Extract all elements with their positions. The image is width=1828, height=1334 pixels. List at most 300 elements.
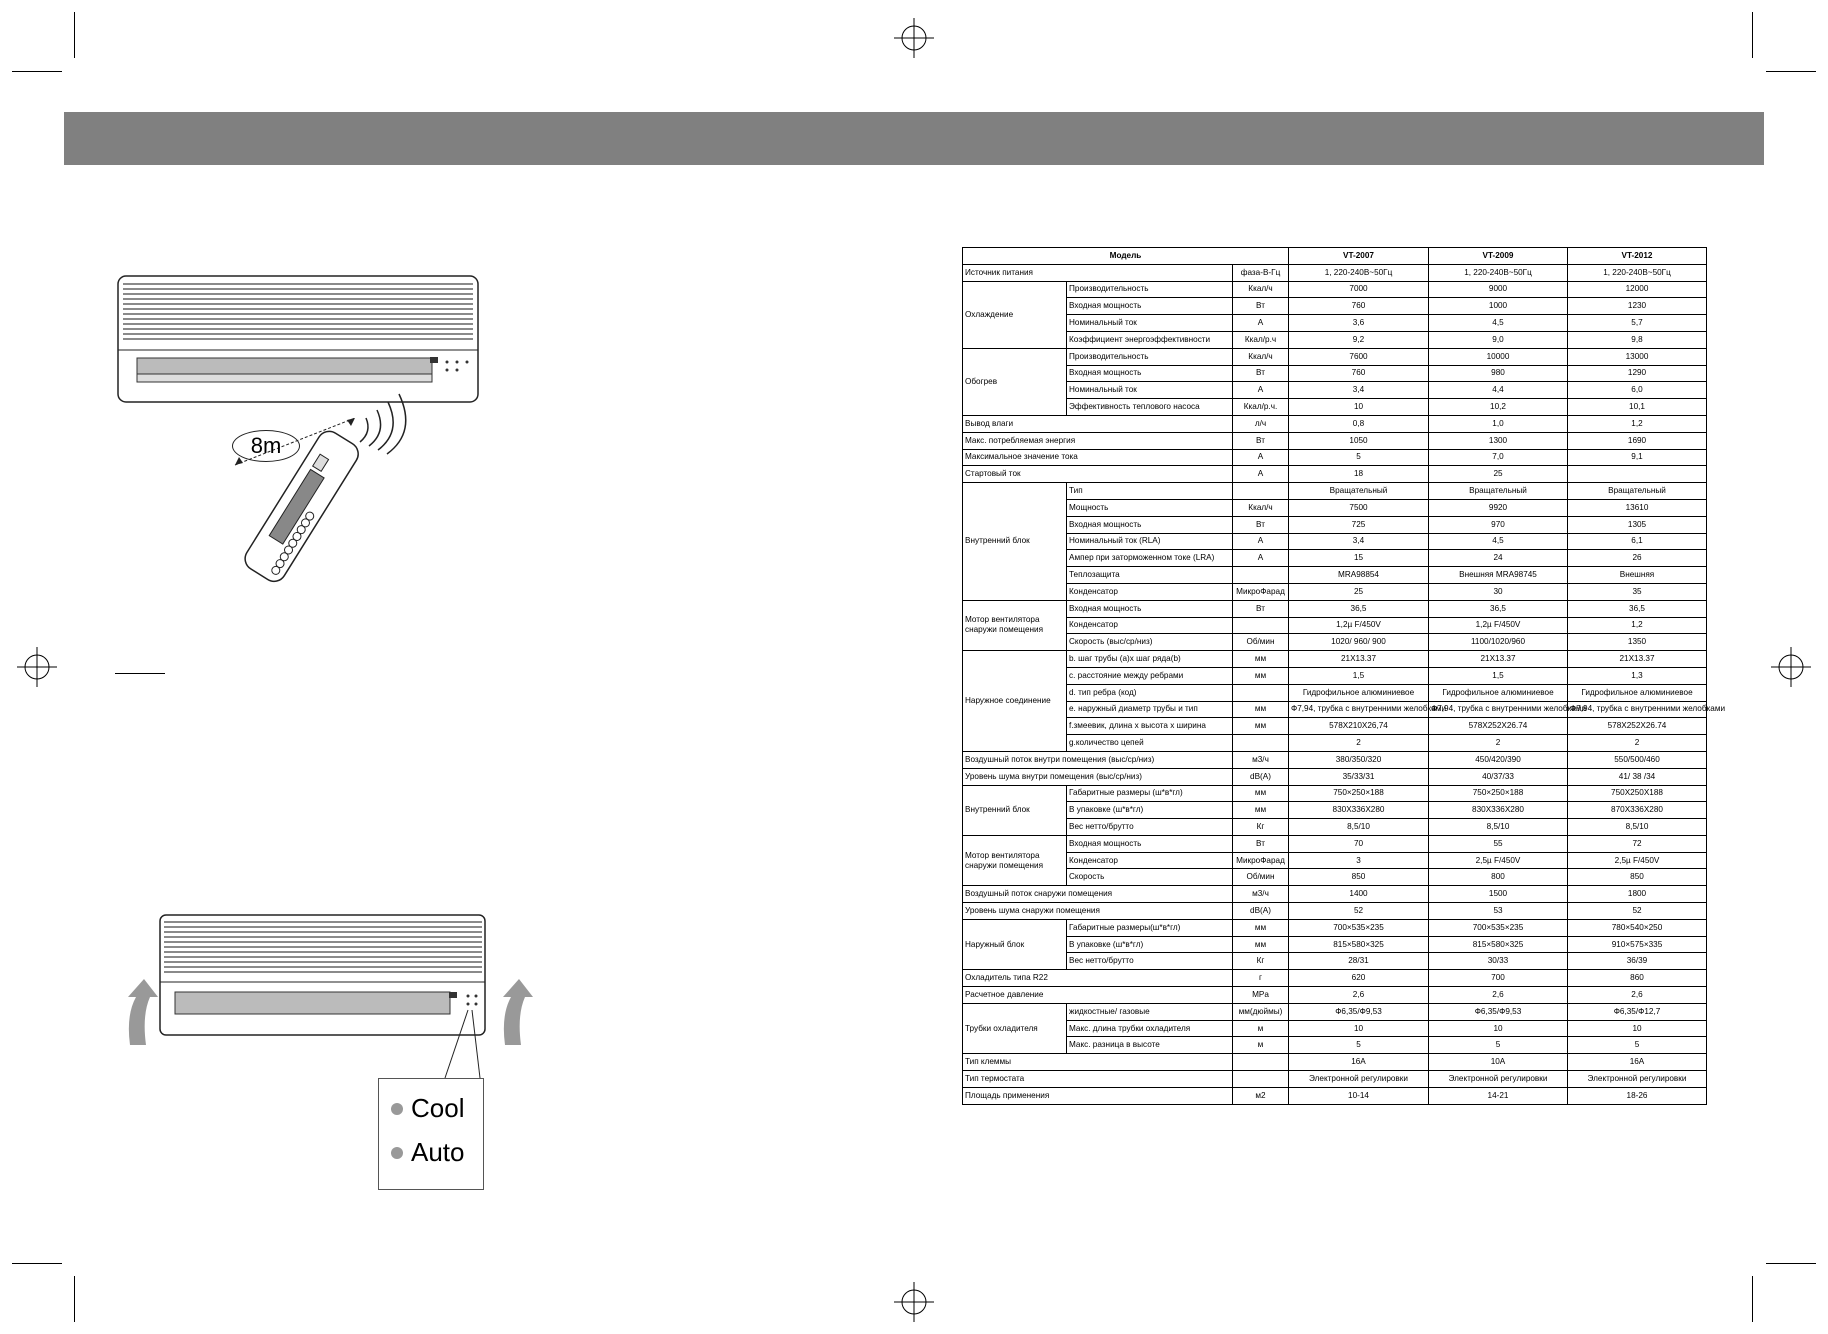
unit-cell: Кг [1233, 953, 1289, 970]
value-cell: 970 [1429, 516, 1568, 533]
value-cell: 12000 [1568, 281, 1707, 298]
value-cell: 30 [1429, 583, 1568, 600]
parameter-label: В упаковке (ш*в*гл) [1067, 936, 1233, 953]
value-cell: 8,5/10 [1429, 819, 1568, 836]
row-label: Источник питания [963, 264, 1233, 281]
unit-cell: г [1233, 970, 1289, 987]
value-cell: 750×250×188 [1429, 785, 1568, 802]
parameter-label: Входная мощность [1067, 298, 1233, 315]
value-cell: 52 [1568, 903, 1707, 920]
value-cell: 815×580×325 [1289, 936, 1429, 953]
parameter-label: жидкостные/ газовые [1067, 1003, 1233, 1020]
value-cell: Ф6,35/Ф9,53 [1429, 1003, 1568, 1020]
unit-cell: мм [1233, 802, 1289, 819]
table-row [963, 533, 1707, 550]
row-label: Макс. потребляемая энергия [963, 432, 1233, 449]
value-cell: 1500 [1429, 886, 1568, 903]
model-name: VT-2012 [1568, 248, 1707, 265]
unit-cell: Ккал/р.ч [1233, 331, 1289, 348]
crop-mark [1766, 1263, 1816, 1264]
value-cell: 800 [1429, 869, 1568, 886]
value-cell: 1305 [1568, 516, 1707, 533]
row-label: Тип клеммы [963, 1054, 1233, 1071]
crop-mark [1766, 71, 1816, 72]
unit-cell: Об/мин [1233, 634, 1289, 651]
value-cell: Гидрофильное алюминиевое [1429, 684, 1568, 701]
unit-cell: Вт [1233, 600, 1289, 617]
value-cell: MRA98854 [1289, 567, 1429, 584]
value-cell: 4,5 [1429, 533, 1568, 550]
value-cell: 1,5 [1289, 667, 1429, 684]
value-cell: 760 [1289, 365, 1429, 382]
parameter-label: Коэффициент энергоэффективности [1067, 331, 1233, 348]
unit-cell: Вт [1233, 365, 1289, 382]
value-cell: 750×250×188 [1289, 785, 1429, 802]
table-row [963, 499, 1707, 516]
row-label: Охладитель типа R22 [963, 970, 1233, 987]
value-cell: 3 [1289, 852, 1429, 869]
value-cell: 3,4 [1289, 382, 1429, 399]
value-cell: 18 [1289, 466, 1429, 483]
unit-cell [1233, 684, 1289, 701]
mode-label: Auto [411, 1137, 465, 1167]
unit-cell: Ккал/ч [1233, 281, 1289, 298]
table-row [963, 936, 1707, 953]
table-row [963, 819, 1707, 836]
value-cell: Ф6,35/Ф9,53 [1289, 1003, 1429, 1020]
value-cell: 21X13.37 [1429, 651, 1568, 668]
value-cell: 52 [1289, 903, 1429, 920]
value-cell: Гидрофильное алюминиевое [1568, 684, 1707, 701]
parameter-label: Мощность [1067, 499, 1233, 516]
value-cell: Электронной регулировки [1429, 1071, 1568, 1088]
value-cell: 2 [1289, 735, 1429, 752]
unit-cell: А [1233, 533, 1289, 550]
value-cell: 578X210X26,74 [1289, 718, 1429, 735]
value-cell: 21X13.37 [1568, 651, 1707, 668]
value-cell: 780×540×250 [1568, 919, 1707, 936]
distance-label: 8m [232, 430, 300, 462]
unit-cell: Кг [1233, 819, 1289, 836]
table-row [963, 903, 1707, 920]
row-label: Вывод влаги [963, 415, 1233, 432]
table-row [963, 583, 1707, 600]
value-cell: 1300 [1429, 432, 1568, 449]
table-row [963, 550, 1707, 567]
value-cell: 16A [1289, 1054, 1429, 1071]
value-cell: 5 [1429, 1037, 1568, 1054]
value-cell: 7000 [1289, 281, 1429, 298]
value-cell: 10,2 [1429, 399, 1568, 416]
value-cell: 13000 [1568, 348, 1707, 365]
value-cell: 980 [1429, 365, 1568, 382]
unit-cell: Об/мин [1233, 869, 1289, 886]
value-cell: Ф7,94, трубка с внутренними желобками [1429, 701, 1568, 718]
value-cell: 700×535×235 [1429, 919, 1568, 936]
value-cell [1568, 466, 1707, 483]
table-row [963, 567, 1707, 584]
unit-cell: Вт [1233, 835, 1289, 852]
table-row [963, 264, 1707, 281]
value-cell: 815×580×325 [1429, 936, 1568, 953]
unit-cell: Ккал/ч [1233, 499, 1289, 516]
group-label: Охлаждение [963, 281, 1067, 348]
unit-cell [1233, 567, 1289, 584]
value-cell: 35/33/31 [1289, 768, 1429, 785]
value-cell: 578X252X26.74 [1429, 718, 1568, 735]
value-cell: 5 [1289, 1037, 1429, 1054]
value-cell: 1,0 [1429, 415, 1568, 432]
table-row [963, 331, 1707, 348]
registration-mark [894, 1282, 934, 1322]
table-row [963, 718, 1707, 735]
value-cell: 10000 [1429, 348, 1568, 365]
unit-cell: мм [1233, 667, 1289, 684]
value-cell: 5 [1289, 449, 1429, 466]
value-cell: Вращательный [1429, 483, 1568, 500]
value-cell: 1,2µ F/450V [1289, 617, 1429, 634]
value-cell: 1000 [1429, 298, 1568, 315]
value-cell: 1290 [1568, 365, 1707, 382]
parameter-label: Габаритные размеры(ш*в*гл) [1067, 919, 1233, 936]
model-name: VT-2009 [1429, 248, 1568, 265]
value-cell: 36,5 [1429, 600, 1568, 617]
parameter-label: Макс. длина трубки охладителя [1067, 1020, 1233, 1037]
table-row [963, 768, 1707, 785]
table-row [963, 651, 1707, 668]
value-cell: Электронной регулировки [1568, 1071, 1707, 1088]
model-name: VT-2007 [1289, 248, 1429, 265]
value-cell: Ф6,35/Ф12,7 [1568, 1003, 1707, 1020]
parameter-label: g.количество цепей [1067, 735, 1233, 752]
value-cell: 26 [1568, 550, 1707, 567]
value-cell: 725 [1289, 516, 1429, 533]
table-row [963, 634, 1707, 651]
value-cell: 2,6 [1289, 987, 1429, 1004]
value-cell: 450/420/390 [1429, 751, 1568, 768]
group-label: Внутренний блок [963, 785, 1067, 835]
value-cell: 830X336X280 [1429, 802, 1568, 819]
mode-option-cool [391, 1093, 464, 1124]
row-label: Расчетное давление [963, 987, 1233, 1004]
value-cell: 2,6 [1429, 987, 1568, 1004]
unit-cell: мм [1233, 919, 1289, 936]
value-cell: 18-26 [1568, 1087, 1707, 1104]
parameter-label: Вес нетто/брутто [1067, 819, 1233, 836]
value-cell: 2,5µ F/450V [1429, 852, 1568, 869]
value-cell: 36,5 [1568, 600, 1707, 617]
table-row [963, 1087, 1707, 1104]
value-cell: 6,0 [1568, 382, 1707, 399]
unit-cell: м3/ч [1233, 751, 1289, 768]
value-cell: 2,5µ F/450V [1568, 852, 1707, 869]
value-cell: 10 [1429, 1020, 1568, 1037]
row-label: Уровень шума внутри помещения (выс/ср/низ) [963, 768, 1233, 785]
parameter-label: Конденсатор [1067, 852, 1233, 869]
value-cell: Гидрофильное алюминиевое [1289, 684, 1429, 701]
value-cell: 910×575×335 [1568, 936, 1707, 953]
value-cell: 4,5 [1429, 315, 1568, 332]
unit-cell [1233, 1054, 1289, 1071]
value-cell: 10 [1289, 399, 1429, 416]
unit-cell [1233, 483, 1289, 500]
value-cell: 1690 [1568, 432, 1707, 449]
unit-cell: мм [1233, 785, 1289, 802]
parameter-label: В упаковке (ш*в*гл) [1067, 802, 1233, 819]
value-cell: 8,5/10 [1568, 819, 1707, 836]
table-row [963, 785, 1707, 802]
value-cell: 5,7 [1568, 315, 1707, 332]
parameter-label: Эффективность теплового насоса [1067, 399, 1233, 416]
value-cell: 750X250X188 [1568, 785, 1707, 802]
unit-cell: МикроФарад [1233, 852, 1289, 869]
value-cell: 1, 220-240В~50Гц [1289, 264, 1429, 281]
group-label: Мотор вентилятора снаружи помещения [963, 835, 1067, 885]
table-row [963, 751, 1707, 768]
value-cell: 3,4 [1289, 533, 1429, 550]
crop-mark [74, 12, 75, 58]
value-cell: 9,8 [1568, 331, 1707, 348]
crop-mark [1752, 12, 1753, 58]
unit-cell [1233, 735, 1289, 752]
indoor-unit-remote-figure [115, 270, 485, 600]
parameter-label: Входная мощность [1067, 835, 1233, 852]
spec-table [962, 247, 1726, 1105]
table-row [963, 365, 1707, 382]
unit-cell: Вт [1233, 432, 1289, 449]
value-cell: 14-21 [1429, 1087, 1568, 1104]
value-cell: 53 [1429, 903, 1568, 920]
table-row [963, 382, 1707, 399]
value-cell: 15 [1289, 550, 1429, 567]
table-row [963, 869, 1707, 886]
parameter-label: Производительность [1067, 348, 1233, 365]
value-cell: 25 [1289, 583, 1429, 600]
registration-mark [1771, 647, 1811, 687]
value-cell: 850 [1568, 869, 1707, 886]
table-row [963, 617, 1707, 634]
value-cell: 0,8 [1289, 415, 1429, 432]
parameter-label: Входная мощность [1067, 516, 1233, 533]
value-cell: 760 [1289, 298, 1429, 315]
row-label: Уровень шума снаружи помещения [963, 903, 1233, 920]
value-cell: Внешняя MRA98745 [1429, 567, 1568, 584]
unit-cell [1233, 1071, 1289, 1088]
value-cell: 578X252X26.74 [1568, 718, 1707, 735]
unit-cell: м3/ч [1233, 886, 1289, 903]
value-cell: 1800 [1568, 886, 1707, 903]
value-cell: 10-14 [1289, 1087, 1429, 1104]
parameter-label: e. наружный диаметр трубы и тип [1067, 701, 1233, 718]
value-cell: 1,3 [1568, 667, 1707, 684]
indoor-unit-airflow-figure [120, 910, 530, 1050]
table-row [963, 802, 1707, 819]
table-row [963, 835, 1707, 852]
value-cell: 7,0 [1429, 449, 1568, 466]
unit-cell: м [1233, 1020, 1289, 1037]
value-cell: 36/39 [1568, 953, 1707, 970]
parameter-label: Тип [1067, 483, 1233, 500]
parameter-label: Производительность [1067, 281, 1233, 298]
value-cell: 7500 [1289, 499, 1429, 516]
parameter-label: d. тип ребра (код) [1067, 684, 1233, 701]
value-cell: Вращательный [1289, 483, 1429, 500]
table-row [963, 399, 1707, 416]
table-row [963, 735, 1707, 752]
unit-cell: Ккал/р.ч. [1233, 399, 1289, 416]
unit-cell: А [1233, 550, 1289, 567]
value-cell: 10A [1429, 1054, 1568, 1071]
table-row [963, 432, 1707, 449]
unit-cell: MPa [1233, 987, 1289, 1004]
row-label: Стартовый ток [963, 466, 1233, 483]
value-cell: 40/37/33 [1429, 768, 1568, 785]
unit-cell: А [1233, 449, 1289, 466]
mode-option-auto [391, 1137, 465, 1168]
value-cell: 1, 220-240В~50Гц [1568, 264, 1707, 281]
mode-label: Cool [411, 1093, 465, 1123]
unit-cell: фаза-В-Гц [1233, 264, 1289, 281]
parameter-label: Скорость [1067, 869, 1233, 886]
value-cell: 8,5/10 [1289, 819, 1429, 836]
parameter-label: Габаритные размеры (ш*в*гл) [1067, 785, 1233, 802]
group-label: Обогрев [963, 348, 1067, 415]
unit-cell: dB(A) [1233, 903, 1289, 920]
value-cell: 850 [1289, 869, 1429, 886]
value-cell: 700×535×235 [1289, 919, 1429, 936]
value-cell: 2 [1568, 735, 1707, 752]
table-row [963, 1020, 1707, 1037]
value-cell: 1,2µ F/450V [1429, 617, 1568, 634]
unit-cell: А [1233, 382, 1289, 399]
parameter-label: Вес нетто/брутто [1067, 953, 1233, 970]
value-cell: 2 [1429, 735, 1568, 752]
value-cell: 5 [1568, 1037, 1707, 1054]
table-row [963, 1054, 1707, 1071]
table-row [963, 315, 1707, 332]
group-label: Наружный блок [963, 919, 1067, 969]
value-cell: 870X336X280 [1568, 802, 1707, 819]
value-cell: 9,2 [1289, 331, 1429, 348]
row-label: Воздушный поток снаружи помещения [963, 886, 1233, 903]
value-cell: 28/31 [1289, 953, 1429, 970]
value-cell: 30/33 [1429, 953, 1568, 970]
value-cell: 830X336X280 [1289, 802, 1429, 819]
header-bar [64, 112, 1764, 165]
value-cell: Электронной регулировки [1289, 1071, 1429, 1088]
group-label: Трубки охладителя [963, 1003, 1067, 1053]
table-row [963, 701, 1707, 718]
value-cell: Ф7,94, трубка с внутренними желобками [1289, 701, 1429, 718]
value-cell: 13610 [1568, 499, 1707, 516]
divider-line [115, 673, 165, 674]
table-row [963, 1071, 1707, 1088]
value-cell: 1100/1020/960 [1429, 634, 1568, 651]
value-cell: 35 [1568, 583, 1707, 600]
table-row [963, 970, 1707, 987]
table-row [963, 684, 1707, 701]
crop-mark [1752, 1276, 1753, 1322]
parameter-label: Теплозащита [1067, 567, 1233, 584]
value-cell: 16A [1568, 1054, 1707, 1071]
parameter-label: Конденсатор [1067, 583, 1233, 600]
value-cell: 10 [1568, 1020, 1707, 1037]
value-cell: 72 [1568, 835, 1707, 852]
table-row [963, 919, 1707, 936]
table-row [963, 852, 1707, 869]
value-cell: 1400 [1289, 886, 1429, 903]
value-cell: 24 [1429, 550, 1568, 567]
parameter-label: Конденсатор [1067, 617, 1233, 634]
table-row [963, 1003, 1707, 1020]
value-cell: 1230 [1568, 298, 1707, 315]
mode-indicator-panel [378, 1078, 484, 1190]
unit-cell: мм(дюймы) [1233, 1003, 1289, 1020]
parameter-label: Номинальный ток [1067, 382, 1233, 399]
row-label: Площадь применения [963, 1087, 1233, 1104]
row-label: Тип термостата [963, 1071, 1233, 1088]
unit-cell: мм [1233, 718, 1289, 735]
value-cell: 1, 220-240В~50Гц [1429, 264, 1568, 281]
crop-mark [12, 1263, 62, 1264]
value-cell: 9000 [1429, 281, 1568, 298]
registration-mark [17, 647, 57, 687]
value-cell: Вращательный [1568, 483, 1707, 500]
value-cell: 21X13.37 [1289, 651, 1429, 668]
unit-cell: А [1233, 315, 1289, 332]
value-cell: Внешняя [1568, 567, 1707, 584]
value-cell: 41/ 38 /34 [1568, 768, 1707, 785]
parameter-label: Макс. разница в высоте [1067, 1037, 1233, 1054]
unit-cell: мм [1233, 651, 1289, 668]
parameter-label: Входная мощность [1067, 365, 1233, 382]
indicator-dot-icon [391, 1147, 403, 1159]
registration-mark [894, 18, 934, 58]
unit-cell: м2 [1233, 1087, 1289, 1104]
value-cell: 10,1 [1568, 399, 1707, 416]
value-cell: 3,6 [1289, 315, 1429, 332]
value-cell: 860 [1568, 970, 1707, 987]
table-row [963, 466, 1707, 483]
parameter-label: Входная мощность [1067, 600, 1233, 617]
value-cell: 1020/ 960/ 900 [1289, 634, 1429, 651]
value-cell: 9,1 [1568, 449, 1707, 466]
value-cell: 10 [1289, 1020, 1429, 1037]
unit-cell [1233, 617, 1289, 634]
value-cell: 1350 [1568, 634, 1707, 651]
parameter-label: Номинальный ток (RLA) [1067, 533, 1233, 550]
unit-cell: мм [1233, 936, 1289, 953]
model-header: Модель [963, 248, 1289, 265]
value-cell: 550/500/460 [1568, 751, 1707, 768]
value-cell: 2,6 [1568, 987, 1707, 1004]
parameter-label: Номинальный ток [1067, 315, 1233, 332]
value-cell: 70 [1289, 835, 1429, 852]
value-cell: 36,5 [1289, 600, 1429, 617]
value-cell: 7600 [1289, 348, 1429, 365]
unit-cell: А [1233, 466, 1289, 483]
crop-mark [12, 71, 62, 72]
unit-cell: МикроФарад [1233, 583, 1289, 600]
indicator-dot-icon [391, 1103, 403, 1115]
table-row [963, 600, 1707, 617]
table-row [963, 415, 1707, 432]
unit-cell: л/ч [1233, 415, 1289, 432]
parameter-label: c. расстояние между ребрами [1067, 667, 1233, 684]
value-cell: 25 [1429, 466, 1568, 483]
table-row [963, 348, 1707, 365]
value-cell: 9920 [1429, 499, 1568, 516]
